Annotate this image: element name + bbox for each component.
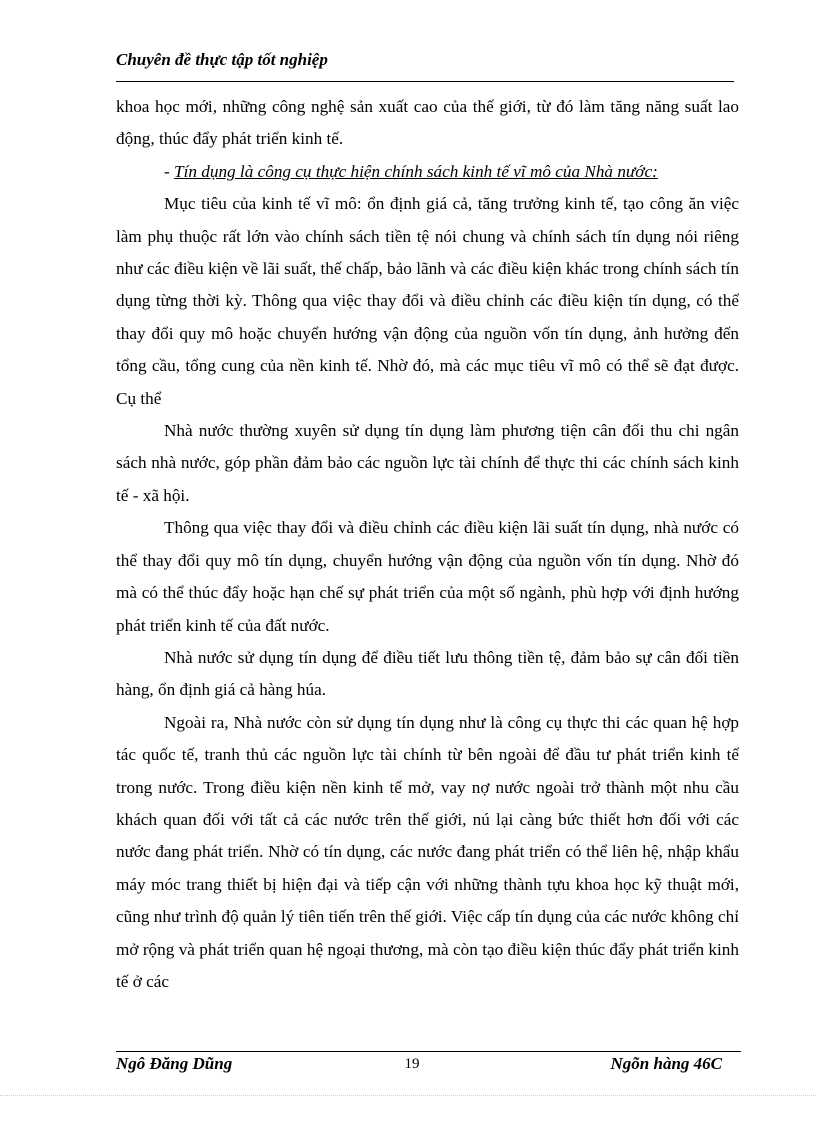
footer-class: Ngõn hàng 46C [610, 1054, 722, 1073]
footer-author: Ngô Đăng Dũng [116, 1054, 233, 1073]
header-divider [116, 81, 734, 82]
paragraph-continuation: khoa học mới, những công nghệ sản xuất cao của thế giới, từ đó làm tăng năng suất lao động, thúc đẩy phát triển kinh tế. [116, 97, 739, 149]
page-number: 19 [404, 1056, 420, 1072]
document-body [116, 91, 739, 998]
paragraph-money-circulation: Nhà nước sử dụng tín dụng để điều tiết lưu thông tiền tệ, đảm bảo sự cân đối tiền hàng, ổn định giá cả hàng húa. [116, 647, 739, 700]
section-heading [116, 156, 739, 188]
paragraph-budget-balance: Nhà nước thường xuyên sử dụng tín dụng làm phương tiện cân đối thu chi ngân sách nhà nước, góp phần đảm bảo các nguồn lực tài chính để thực thi các chính sách kinh tế - xã hội. [116, 421, 739, 505]
page-edge-divider [0, 1095, 816, 1096]
paragraph-international-cooperation: Ngoài ra, Nhà nước còn sử dụng tín dụng như là công cụ thực thi các quan hệ hợp tác quốc tế, tranh thủ các nguồn lực tài chính từ bên ngoài để đầu tư phát triển kinh tế trong nước. Trong điều kiện nền kinh tế mở, vay nợ nước ngoài trở thành một nhu cầu khách quan đối với tất cả các nước trên thế giới, nú lại càng bức thiết hơn đối với các nước đang phát triển. Nhờ có tín dụng, các nước đang phát triển có thể liên hệ, nhập khẩu máy móc trang thiết bị hiện đại và tiếp cận với những thành tựu khoa học kỹ thuật mới, cũng như trình độ quản lý tiên tiến trên thế giới. Việc cấp tín dụng của các nước không chỉ mở rộng và phát triển quan hệ ngoại thương, mà còn tạo điều kiện thúc đẩy phát triển kinh tế ở các [116, 712, 739, 991]
heading-text: Tín dụng là công cụ thực hiện chính sách kinh tế vĩ mô của Nhà nước: [174, 161, 658, 181]
paragraph-macro-goals: Mục tiêu của kinh tế vĩ mô: ổn định giá cả, tăng trưởng kinh tế, tạo công ăn việc làm phụ thuộc rất lớn vào chính sách tiền tệ nói chung và chính sách tín dụng nói riêng như các điều kiện về lãi suất, thế chấp, bảo lãnh và các điều kiện khác trong chính sách tín dụng từng thời kỳ. Thông qua việc thay đổi và điều chỉnh các điều kiện tín dụng, có thể thay đổi quy mô hoặc chuyển hướng vận động của nguồn vốn tín dụng, ảnh hưởng đến tổng cầu, tổng cung của nền kinh tế. Nhờ đó, mà các mục tiêu vĩ mô có thể sẽ đạt được. Cụ thể [116, 194, 739, 408]
footer-divider [116, 1051, 741, 1052]
page-header-title: Chuyên đề thực tập tốt nghiệp [116, 50, 328, 69]
heading-bullet: - [164, 161, 175, 181]
paragraph-interest-rate: Thông qua việc thay đổi và điều chỉnh các điều kiện lãi suất tín dụng, nhà nước có thể thay đổi quy mô tín dụng, chuyển hướng vận động của nguồn vốn tín dụng. Nhờ đó mà có thể thúc đẩy hoặc hạn chế sự phát triển của một số ngành, phù hợp với định hướng phát triển kinh tế của đất nước. [116, 518, 739, 635]
